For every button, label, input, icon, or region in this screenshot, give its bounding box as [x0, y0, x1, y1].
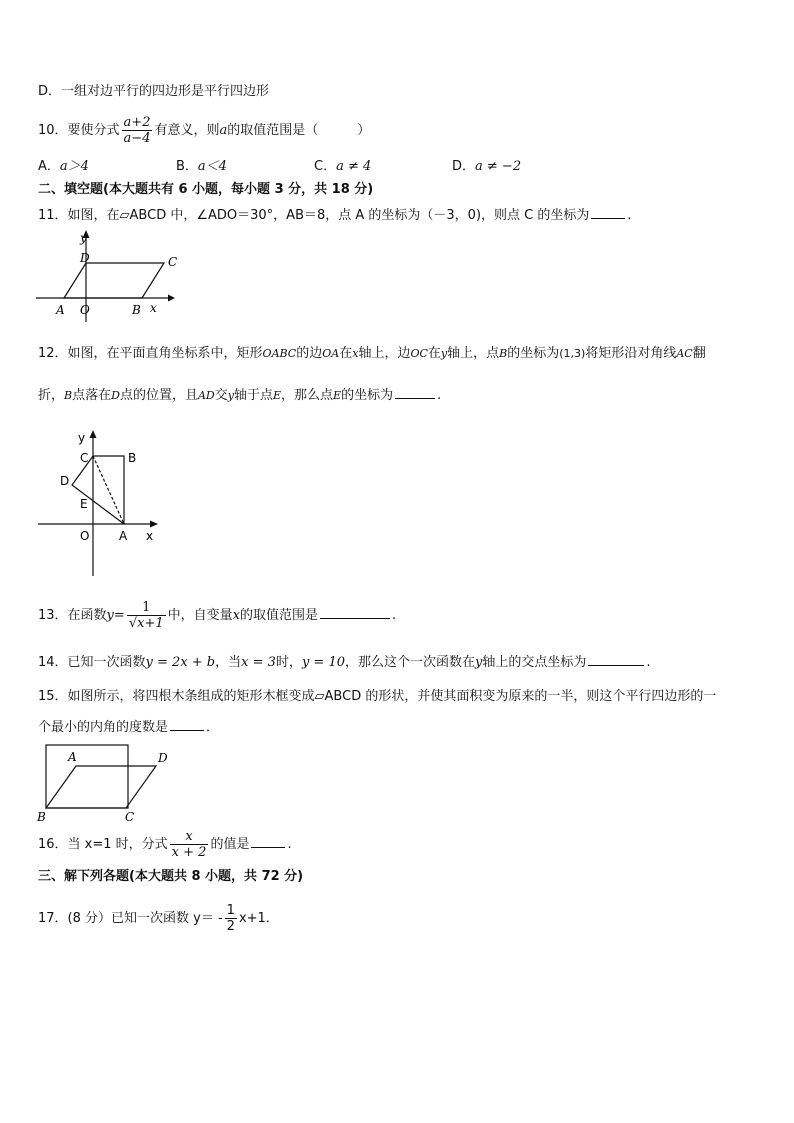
q12-label-a: A — [119, 529, 128, 543]
q15-figure — [34, 740, 174, 824]
q15-line-1: 15．如图所示，将四根木条组成的矩形木框变成▱ABCD 的形状，并使其面积变为原来的一半，则这个平行四边形的一 — [38, 689, 717, 704]
q17-stem: 17．(8 分）已知一次函数 y＝ - $\frac{1}{2}$ x+1． — [38, 903, 279, 934]
q16-stem: 16．当 x=1 时，分式 $\frac{x}{x + 2}$ 的值是 . — [38, 829, 292, 860]
q11-label-o: O — [80, 303, 90, 317]
section-2-heading: 二、填空题(本大题共有 6 小题，每小题 3 分，共 18 分) — [38, 182, 374, 197]
q11-figure — [36, 228, 196, 322]
q15-answer-blank[interactable] — [170, 718, 204, 731]
q12-label-y: y — [78, 431, 86, 445]
q12-y-arrow — [90, 430, 97, 438]
q17-fraction: $\frac{1}{2}$ — [226, 903, 235, 934]
q12-x-arrow — [150, 521, 158, 528]
q10-option-a: A．a＞4 — [38, 159, 89, 174]
q11-label-b: B — [132, 303, 141, 317]
q10-fraction: $\frac{a+2}{a-4}$ — [123, 115, 151, 146]
section-3-heading: 三、解下列各题(本大题共 8 小题，共 72 分) — [38, 869, 304, 884]
q12-label-d: D — [60, 474, 70, 488]
q15-rectangle — [46, 745, 128, 808]
q9-option-d: D．一组对边平行的四边形是平行四边形 — [38, 84, 270, 99]
q11-label-d: D — [80, 251, 90, 265]
q12-diagonal-ac — [93, 456, 124, 524]
q15-label-a: A — [68, 750, 77, 764]
q15-label-c: C — [125, 810, 135, 824]
q15-label-b: B — [37, 810, 46, 824]
q15-label-d: D — [158, 751, 168, 765]
q13-stem: 13．在函数y= $\frac{1}{√x+1}$ 中，自变量x的取值范围是 . — [38, 600, 397, 631]
q10-option-d: D．a ≠ −2 — [452, 159, 522, 174]
q10-stem: 10．要使分式 $\frac{a+2}{a-4}$ 有意义，则a的取值范围是（ ） — [38, 115, 371, 146]
q14-answer-blank[interactable] — [588, 653, 644, 666]
q11-parallelogram — [64, 263, 164, 298]
q11-stem: 11．如图，在▱ABCD 中，∠ADO＝30°，AB＝8，点 A 的坐标为（－3，0)，则点 C 的坐标为 ． — [38, 208, 641, 223]
q13-fraction: $\frac{1}{√x+1}$ — [128, 600, 164, 631]
q11-label-c: C — [168, 255, 178, 269]
q16-fraction: $\frac{x}{x + 2}$ — [171, 829, 207, 860]
q11-answer-blank[interactable] — [591, 206, 625, 219]
q12-line-1: 12．如图，在平面直角坐标系中，矩形OABC的边OA在x轴上，边OC在y轴上，点B的坐标为(1,3)将矩形沿对角线AC翻 — [38, 346, 706, 361]
q15-line-2: 个最小的内角的度数是 ． — [38, 720, 220, 735]
q11-label-a: A — [56, 303, 65, 317]
q12-label-e: E — [80, 497, 88, 511]
q12-label-o: O — [80, 529, 90, 543]
q16-answer-blank[interactable] — [251, 835, 285, 848]
q12-label-x: x — [146, 529, 154, 543]
q12-answer-blank[interactable] — [395, 386, 435, 399]
q12-label-c: C — [80, 451, 89, 465]
q12-label-b: B — [128, 451, 137, 465]
q15-parallelogram — [46, 766, 156, 808]
q13-answer-blank[interactable] — [320, 606, 390, 619]
q12-line-2: 折，B点落在D点的位置，且AD交y轴于点E，那么点E的坐标为 . — [38, 388, 442, 403]
q11-x-arrow — [168, 295, 175, 302]
q10-option-c: C．a ≠ 4 — [314, 159, 372, 174]
q12-figure — [38, 428, 162, 578]
q10-option-b: B．a＜4 — [176, 159, 227, 174]
q11-label-x: x — [150, 301, 157, 315]
q11-label-y: y — [80, 231, 87, 245]
q14-stem: 14．已知一次函数y = 2x + b，当x = 3时，y = 10，那么这个一次函数在y轴上的交点坐标为 . — [38, 655, 651, 670]
